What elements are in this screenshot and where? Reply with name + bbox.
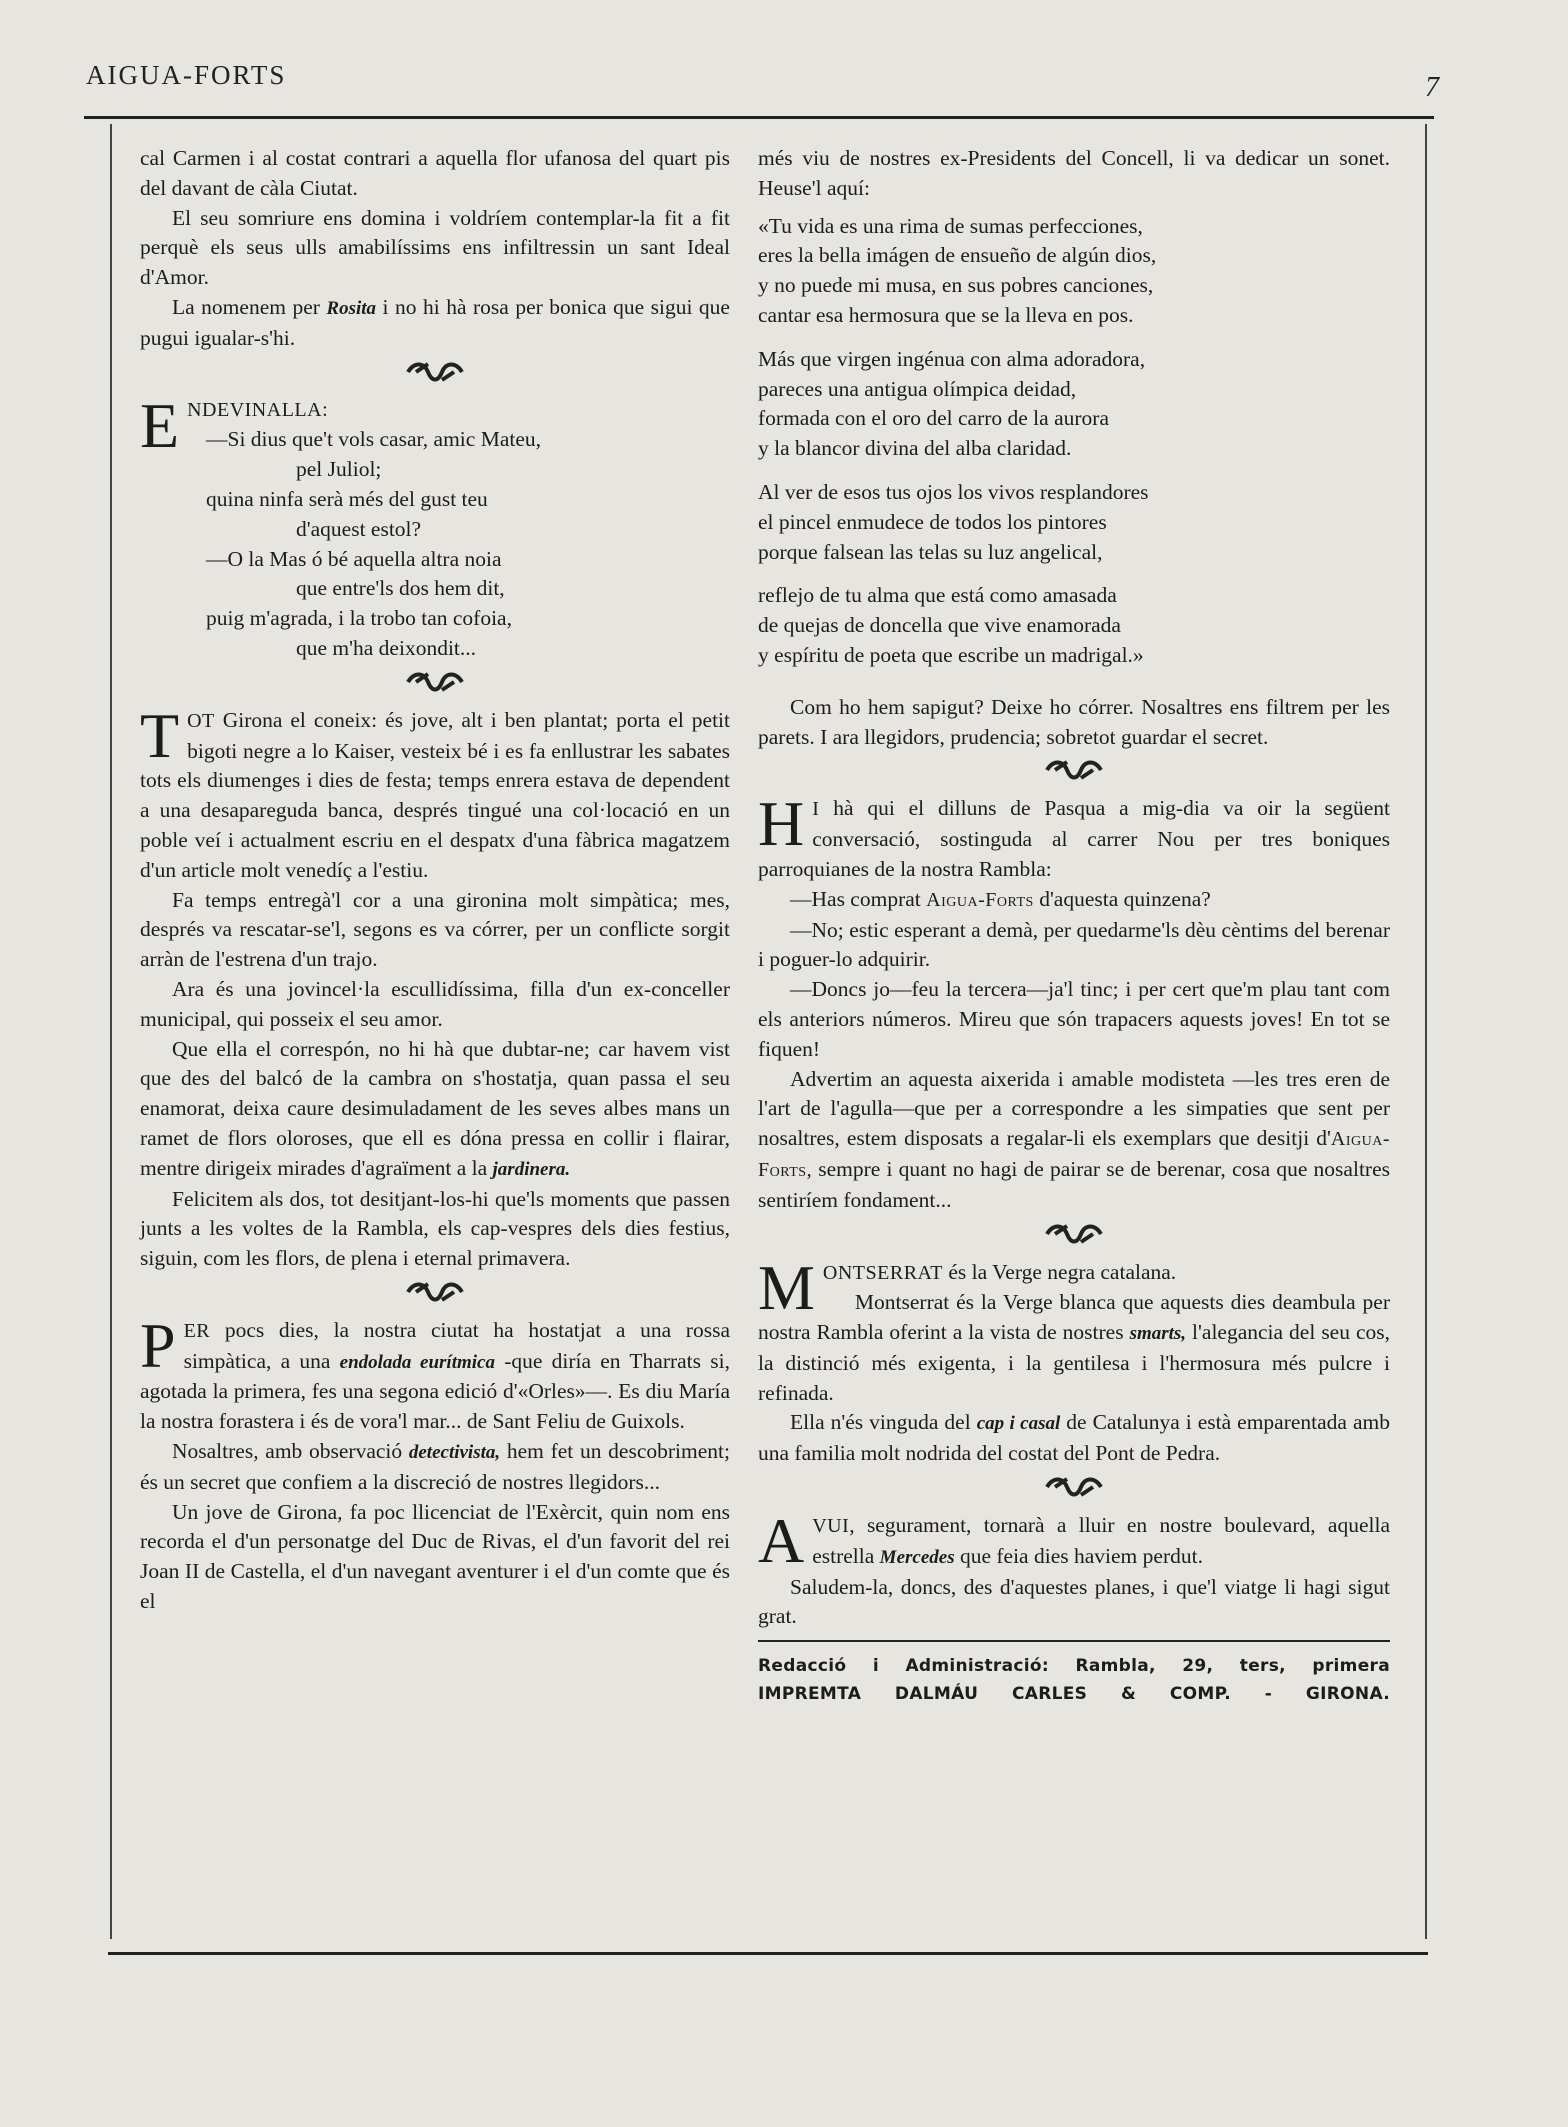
paragraph: Ara és una jovincel·la escullidíssima, filla d'un ex-conceller municipal, qui posseix el seu amor. [140,976,730,1031]
top-rule [84,116,1434,119]
left-column [140,144,730,1617]
ornament-divider-icon [758,1475,1390,1505]
frame-right-rule [1425,124,1427,1939]
dropcap: A [758,1505,805,1577]
verse-line: que m'ha deixondit... [296,635,477,660]
verse-line: reflejo de tu alma que está como amasada [758,583,1117,608]
paragraph: La nomenem per Rosita i no hi hà rosa per bonica que sigui que pugui igualar-s'hi. [140,294,730,350]
dialogue-line: —No; estic esperant a demà, per quedarme'ls dèu cèntims del berenar i poguer-lo adquirir. [758,917,1390,972]
section-title: NDEVINALLA: [187,398,329,421]
verse-line: cantar esa hermosura que se la lleva en pos. [758,302,1134,327]
imprint-address: Redacció i Administració: Rambla, 29, ters, primera [758,1656,1390,1677]
ornament-divider-icon [140,1280,730,1310]
paragraph: cal Carmen i al costat contrari a aquella flor ufanosa del quart pis del davant de càla Ciutat. [140,146,730,200]
verse-line: quina ninfa serà més del gust teu [206,486,488,511]
paragraph: més viu de nostres ex-Presidents del Concell, li va dedicar un sonet. Heuse'l aquí: [758,146,1390,200]
bottom-rule [108,1952,1428,1955]
paragraph: MONTSERRAT és la Verge negra catalana. [758,1251,1177,1323]
verse-line: Más que virgen ingénua con alma adoradora, [758,346,1146,371]
paragraph: Nosaltres, amb observació detectivista, hem fet un descobriment; és un secret que confiem a la discreció de nostres llegidors... [140,1439,730,1494]
paragraph: Ella n'és vinguda del cap i casal de Catalunya i està emparentada amb una familia molt nodrida del costat del Pont de Pedra. [758,1410,1390,1466]
stanza [758,478,1390,567]
right-column [758,144,1390,1708]
verse-line: —Si dius que't vols casar, amic Mateu, [206,427,542,452]
verse-line: y no puede mi musa, en sus pobres canciones, [758,273,1154,298]
paragraph: Un jove de Girona, fa poc llicenciat de l'Exèrcit, quin nom ens recorda el d'un personatge del Duc de Rivas, el d'un favorit del rei Joan II de Castella, el d'un navegant aventurer i el d'un comte que és el [140,1499,730,1614]
verse-line: Al ver de esos tus ojos los vivos resplandores [758,479,1149,504]
verse-line: pareces una antigua olímpica deidad, [758,376,1077,401]
dropcap: M [758,1251,815,1323]
imprint [758,1652,1390,1708]
verse [140,425,730,663]
dropcap: E [140,389,180,461]
section-per-pocs-dies [140,1309,730,1617]
verse-line: de quejas de doncella que vive enamorada [758,613,1121,638]
paragraph: Felicitem als dos, tot desitjant-los-hi que'ls moments que passen junts a les voltes de la Rambla, els cap-vespres dels dies festius, siguin, com les flors, de plena i eternal primavera. [140,1186,730,1271]
verse-line: —O la Mas ó bé aquella altra noia [206,546,502,571]
ornament-divider-icon [140,670,730,700]
paragraph: Advertim an aquesta aixerida i amable modisteta —les tres eren de l'art de l'agulla—que per a correspondre a les simpaties que sent per nosaltres, estem disposats a regalar-li els exemplars que desitji d'Aigua-Forts, sempre i quant no hagi de pairar se de berenar, cosa que nosaltres sentiríem fondament... [758,1066,1390,1212]
imprint-printer: IMPREMTA DALMÁU CARLES & COMP. - GIRONA. [758,1684,1390,1705]
verse-line: el pincel enmudece de todos los pintores [758,509,1107,534]
stanza [758,581,1390,670]
paragraph: Que ella el correspón, no hi hà que dubtar-ne; car havem vist que des del balcó de la cambra on s'hostatja, quan passa el seu enamorat, deixa caure desimuladament de les seves albes mans un ramet de flors oloroses, que ell es dóna pressa en collir i flairar, mentre dirigeix mirades d'agraïment a la jardinera. [140,1036,730,1180]
paragraph: TOT Girona el coneix: és jove, alt i ben plantat; porta el petit bigoti negre a lo Kaiser, vesteix bé i es fa enllustrar les sabates tots els diumenges i dies de festa; temps enrera estava de dependent a una desapareguda banca, després tingué una col·locació en un poble veí i actualment escriu en el despatx d'una fàbrica magatzem d'un article molt venedíç a l'estiu. [140,699,730,882]
paragraph: PER pocs dies, la nostra ciutat ha hostatjat a una rossa simpàtica, a una endolada eurítmica -que diría en Tharrats si, agotada la primera, fes una segona edició d'«Orles»—. Es diu María la nostra forastera i és de vora'l mar... de Sant Feliu de Guixols. [140,1309,730,1434]
ornament-divider-icon [140,360,730,390]
verse-line: formada con el oro del carro de la aurora [758,406,1109,431]
verse-line: d'aquest estol? [296,516,422,541]
imprint-rule [758,1640,1390,1642]
paragraph: AVUI, segurament, tornarà a lluir en nostre boulevard, aquella estrella Mercedes que feia dies haviem perdut. [758,1505,1390,1577]
dropcap: T [140,699,180,771]
sonnet [758,212,1390,671]
paragraph: Com ho hem sapigut? Deixe ho córrer. Nosaltres ens filtrem per les parets. I ara llegidors, prudencia; sobretot guardar el secret. [758,694,1390,749]
section-avui [758,1505,1390,1632]
paragraph: Fa temps entregà'l cor a una gironina molt simpàtica; mes, després va rescatar-se'l, segons es va córrer, per un conflicte sorgit arràn de l'estrena d'un trajo. [140,887,730,972]
section-montserrat [758,1251,1391,1470]
verse-line: «Tu vida es una rima de sumas perfecciones, [758,213,1143,238]
paragraph: El seu somriure ens domina i voldríem contemplar-la fit a fit perquè els seus ulls amabilíssims ens infiltressin un sant Ideal d'Amor. [140,205,730,290]
page-number: 7 [1425,72,1439,103]
stanza [758,212,1390,331]
running-title: AIGUA-FORTS [86,60,287,90]
stanza [758,345,1390,464]
verse-line: eres la bella imágen de ensueño de algún dios, [758,243,1157,268]
verse-line: y la blancor divina del alba claridad. [758,436,1072,461]
section-hi-ha-qui [758,788,1390,1215]
ornament-divider-icon [758,1222,1390,1252]
section-tot-girona [140,699,730,1274]
verse-line: que entre'ls dos hem dit, [296,576,505,601]
frame-left-rule [110,124,112,1939]
verse-line: y espíritu de poeta que escribe un madrigal.» [758,642,1144,667]
paragraph: Montserrat és la Verge blanca que aquests dies deambula per nostra Rambla oferint a la vista de nostres smarts, l'alegancia del seu cos, la distinció més exigenta, i la gentilesa i l'hermosura més pulcre i refinada. [758,1290,1391,1405]
dialogue-line: —Doncs jo—feu la tercera—ja'l tinc; i per cert que'm plau tant com els anteriors números. Mireu que són trapacers aquests joves! En tot se fiquen! [758,977,1390,1061]
paragraph: Saludem-la, doncs, des d'aquestes planes, i que'l viatge li hagi sigut grat. [758,1574,1390,1629]
ornament-divider-icon [758,758,1390,788]
dropcap: H [758,788,805,860]
dialogue-line: —Has comprat Aigua-Forts d'aquesta quinzena? [790,886,1211,911]
paragraph: H I hà qui el dilluns de Pasqua a mig-dia va oir la següent conversació, sostinguda al carrer Nou per tres boniques parroquianes de la nostra Rambla: [758,788,1390,881]
dropcap: P [140,1309,176,1381]
verse-line: puig m'agrada, i la trobo tan cofoia, [206,606,512,631]
section-endevinalla [140,389,730,664]
verse-line: pel Juliol; [296,457,382,482]
verse-line: porque falsean las telas su luz angelical, [758,539,1103,564]
